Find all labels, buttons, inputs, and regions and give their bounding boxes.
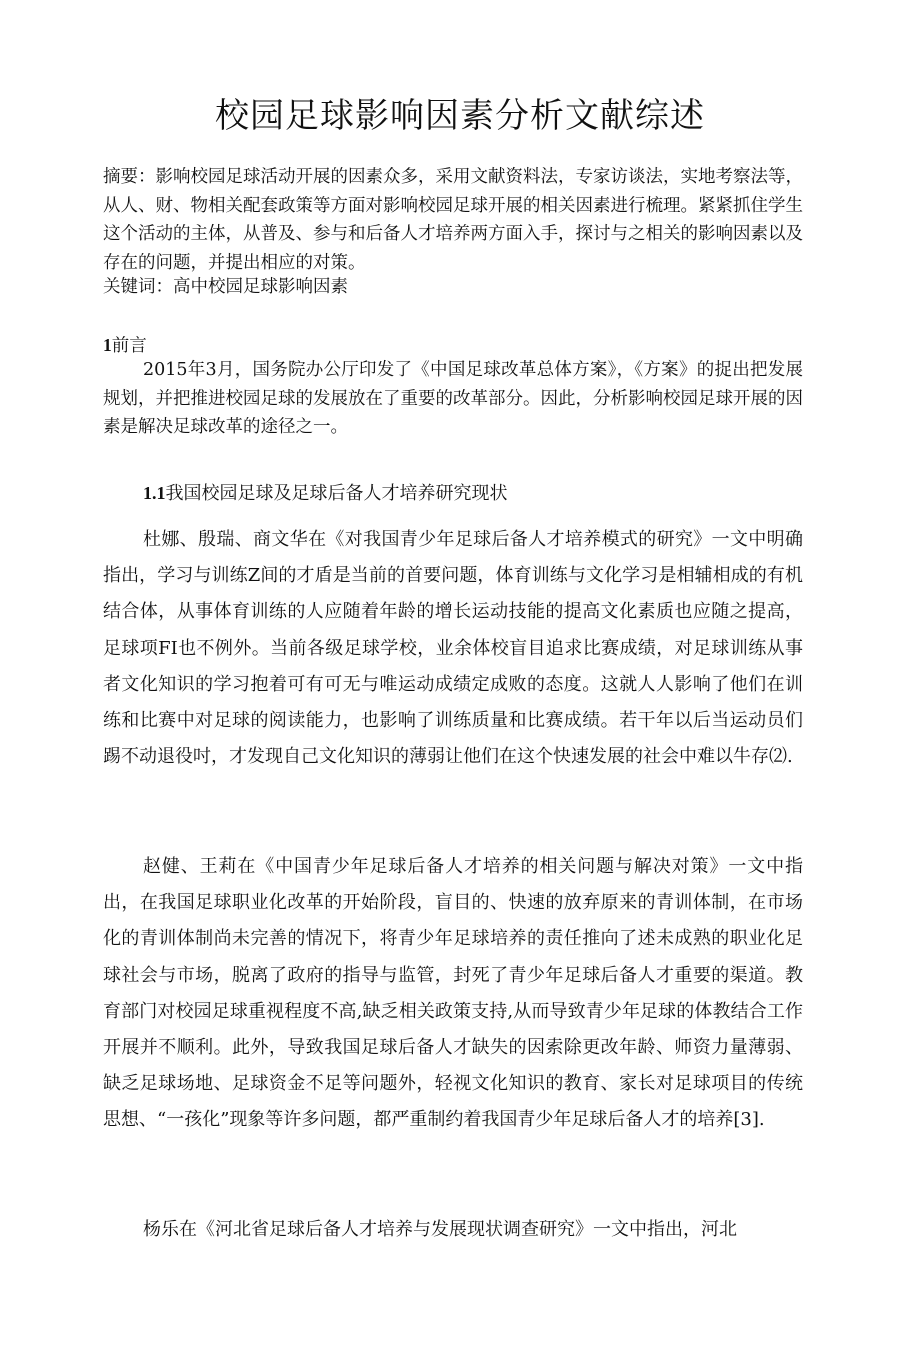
section-title: 我国校园足球及足球后备人才培养研究现状 [165,483,508,504]
section-title: 前言 [111,336,147,356]
abstract-paragraph: 摘要：影响校园足球活动开展的因素众多，采用文献资料法，专家访谈法，实地考察法等，从人、财、物相关配套政策等方面对影响校园足球开展的相关因素进行梳理。紧紧抓住学生这个活动的主体，从普及、参与和后备人才培养两方面入手，探讨与之相关的影响因素以及存在的问题，并提出相应的对策。 [103,167,803,273]
section-heading-1-1 [143,479,843,508]
body-paragraph-2: 赵健、王莉在《中国青少年足球后备人才培养的相关问题与解决对策》一文中指出，在我国足球职业化改革的开始阶段，盲目的、快速的放弃原来的青训体制，在市场化的青训体制尚未完善的情况下，将青少年足球培养的责任推向了述未成熟的职业化足球社会与市场，脱离了政府的指导与监管，封死了青少年足球后备人才重要的渠道。教育部门对校园足球重视程度不高,缺乏相关政策支持,从而导致青少年足球的体教结合工作开展并不顺利。此外，导致我国足球后备人才缺失的因索除更改年龄、师资力量薄弱、缺乏足球场地、足球资金不足等问题外，轻视文化知识的教育、家长对足球项目的传统思想、“一孩化”现象等许多问题，都严重制约着我国青少年足球后备人才的培养[3]. [103,856,803,1131]
intro-paragraph: 2015年3月，国务院办公厅印发了《中国足球改革总体方案》，《方案》的捉出把发展规划，并把推进校园足球的发展放在了重要的改革部分。因此，分析影响校园足球开展的因素是解决足球改革的途径之一。 [103,360,803,437]
body-paragraph-1: 杜娜、殷瑞、商文华在《对我国青少年足球后备人才培养模式的研究》一文中明确指出，学习与训练Z间的才盾是当前的首要问题，体育训练与文化学习是相辅相成的有机结合体，从事体育训练的人应随着年龄的增长运动技能的提高文化素质也应随之提高，足球项FI也不例外。当前各级足球学校，业余体校盲目追求比赛成绩，对足球训练从事者文化知识的学习抱着可有可无与唯运动成绩定成败的态度。这就人人影响了他们在训练和比赛中对足球的阅读能力，也影响了训练质量和比赛成绩。若干年以后当运动员们踢不动退役吋，才发现自己文化知识的薄弱让他们在这个快速发展的社会中难以牛存⑵. [103,529,803,768]
body-paragraph-3: 杨乐在《河北省足球后备人才培养与发展现状调查研究》一文中指出，河北 [143,1219,737,1240]
section-number: 1 [103,335,112,355]
section-number: 1.1 [143,483,166,503]
document-title: 校园足球影响因素分析文献综述 [215,96,705,136]
keywords-line: 关键词：高中校园足球影响因素 [103,277,348,297]
